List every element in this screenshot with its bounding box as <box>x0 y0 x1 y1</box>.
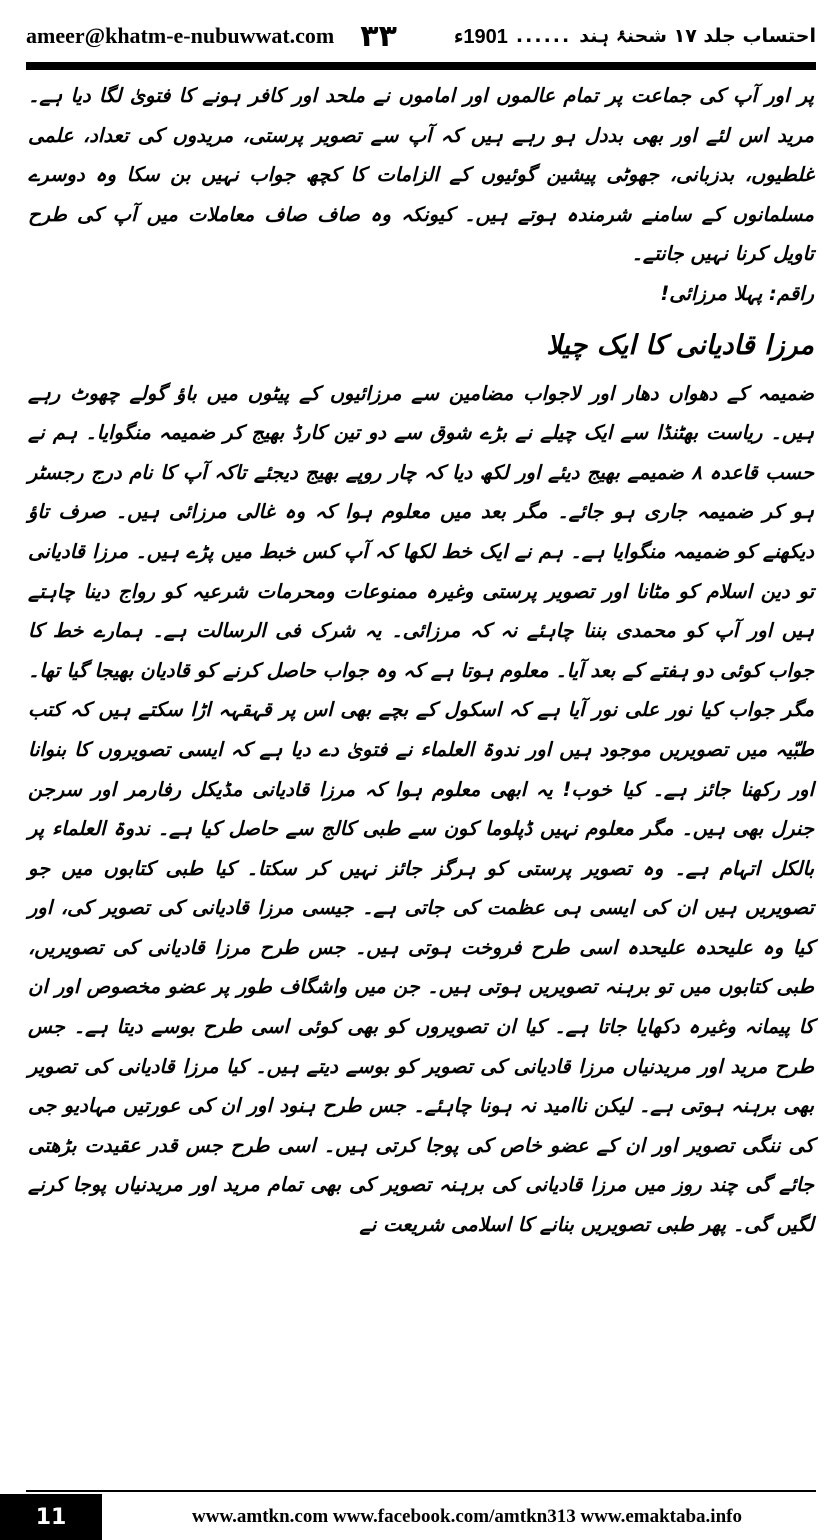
header-page-number: ۳۳ <box>360 18 397 54</box>
signature: راقم: پہلا مرزائی! <box>660 281 814 305</box>
article-title: مرزا قادیانی کا ایک چیلا <box>546 329 814 361</box>
header-email[interactable]: ameer@khatm-e-nubuwwat.com <box>26 23 335 48</box>
intro-paragraph: پر اور آپ کی جماعت پر تمام عالموں اور اماموں نے ملحد اور کافر ہونے کا فتویٰ لگا دیا ہے۔ مرید اس لئے اور بھی بددل ہو رہے ہیں کہ آپ سے تصویر پرستی، مریدوں کی تعداد، علمی غلطیوں، بدزبانی، جھوٹی پیشین گوئیوں کے الزامات کا کچھ جواب نہیں بن سکا وہ دوسرے مسلمانوں کے سامنے شرمندہ ہوتے ہیں۔ کیونکہ وہ صاف صاف معاملات میں آپ کی طرح تاویل کرنا نہیں جانتے۔ <box>28 84 814 266</box>
footer-rule <box>26 1490 816 1492</box>
footer-page-number: 11 <box>0 1494 102 1540</box>
footer-links[interactable]: www.amtkn.com www.facebook.com/amtkn313 www.emaktaba.info <box>192 1506 742 1527</box>
header-year: 1901ء <box>454 25 508 48</box>
header-dots: ...... <box>515 25 572 47</box>
article-body: ضمیمہ کے دھواں دھار اور لاجواب مضامین سے مرزائیوں کے پیٹوں میں باؤ گولے چھوٹ رہے ہیں۔ ریاست بھٹنڈا سے ایک چیلے نے بڑے شوق سے دو تین کارڈ بھیج کر ضمیمہ منگوایا۔ ہم نے حسب قاعدہ ۸ ضمیمے بھیج دیئے اور لکھ دیا کہ چار روپے بھیج دیجئے تاکہ آپ کا نام درج رجسٹر ہو کر ضمیمہ جاری ہو جائے۔ مگر بعد میں معلوم ہوا کہ وہ غالی مرزائی ہیں۔ صرف تاؤ دیکھنے کو ضمیمہ منگوایا ہے۔ ہم نے ایک خط لکھا کہ آپ کس خبط میں پڑے ہیں۔ مرزا قادیانی تو دین اسلام کو مٹانا اور تصویر پرستی وغیرہ ممنوعات ومحرمات شرعیہ کو رواج دینا چاہتے ہیں اور آپ کو محمدی بننا چاہئے نہ کہ مرزائی۔ یہ شرک فی الرسالت ہے۔ ہمارے خط کا جواب کوئی دو ہفتے کے بعد آیا۔ معلوم ہوتا ہے کہ وہ جواب حاصل کرنے کو قادیان بھیجا گیا تھا۔ مگر جواب کیا نور علی نور آیا ہے کہ اسکول کے بچے بھی اس پر قہقہہ اڑا سکتے ہیں کہ کتب طبّیہ میں تصویریں موجود ہیں اور ندوۃ العلماء نے فتویٰ دے دیا ہے کہ ایسی تصویروں کا بنوانا اور رکھنا جائز ہے۔ کیا خوب! یہ ابھی معلوم ہوا کہ مرزا قادیانی مڈیکل رفارمر اور سرجن جنرل بھی ہیں۔ مگر معلوم نہیں ڈپلوما کون سے طبی کالج سے حاصل کیا ہے۔ ندوۃ العلماء پر بالکل اتہام ہے۔ وہ تصویر پرستی کو ہرگز جائز نہیں کر سکتا۔ کیا طبی کتابوں میں جو تصویریں ہیں ان کی ایسی ہی عظمت کی جاتی ہے۔ جیسی مرزا قادیانی کی تصویر کی، اور کیا وہ علیحدہ علیحدہ اسی طرح فروخت ہوتی ہیں۔ جس طرح مرزا قادیانی کی تصویریں، طبی کتابوں میں تو برہنہ تصویریں ہوتی ہیں۔ جن میں واشگاف طور پر عضو مخصوص اور ان کا پیمانہ وغیرہ دکھایا جاتا ہے۔ کیا ان تصویروں کو بھی کوئی اسی طرح بوسے دیتا ہے۔ جس طرح مرید اور مریدنیاں مرزا قادیانی کی تصویر کو بوسے دیتے ہیں۔ کیا مرزا قادیانی کی تصویر بھی برہنہ ہوتی ہے۔ لیکن ناامید نہ ہونا چاہئے۔ جس طرح ہنود اور ان کی عورتیں مہادیو جی کی ننگی تصویر اور ان کے عضو خاص کی پوجا کرتی ہیں۔ اسی طرح جس قدر عقیدت بڑھتی جائے گی چند روز میں مرزا قادیانی کی برہنہ تصویر کی بھی تمام مرید اور مریدنیاں پوجا کرنے لگیں گی۔ پھر طبی تصویریں بنانے کا اسلامی شریعت نے <box>28 381 814 1237</box>
header-journal-title: احتساب جلد ۱۷ شحنۂ ہند <box>579 25 816 47</box>
page-header <box>26 18 816 54</box>
header-rule <box>26 62 816 70</box>
page-content <box>28 76 814 1245</box>
header-left <box>26 19 397 54</box>
header-journal-info <box>454 24 816 49</box>
